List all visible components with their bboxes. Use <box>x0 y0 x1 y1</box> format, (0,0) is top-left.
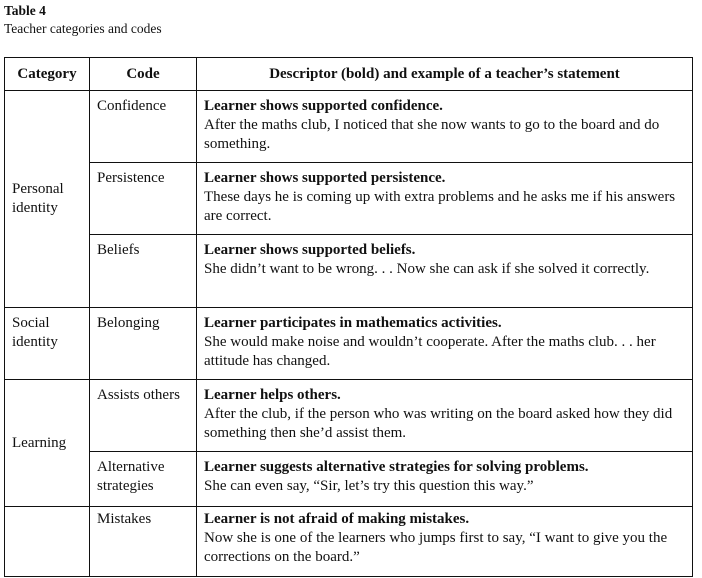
category-cell <box>5 507 90 577</box>
descriptor-cell <box>197 163 693 235</box>
descriptor-cell <box>197 235 693 308</box>
table-row <box>5 235 693 308</box>
table-row <box>5 507 693 577</box>
table-row <box>5 452 693 507</box>
category-cell: Social identity <box>5 308 90 380</box>
table-title: Table 4 <box>4 3 46 18</box>
descriptor-cell <box>197 452 693 507</box>
category-cell: Learning <box>5 380 90 507</box>
example: Now she is one of the learners who jumps first to say, “I want to give you the corrections on the board.” <box>204 530 668 565</box>
table-row <box>5 163 693 235</box>
descriptor: Learner shows supported persistence. <box>204 170 446 186</box>
header-row <box>5 58 693 91</box>
descriptor-cell <box>197 91 693 163</box>
code-cell: Belonging <box>90 308 197 380</box>
code-cell: Assists others <box>90 380 197 452</box>
descriptor: Learner is not afraid of making mistakes. <box>204 511 470 527</box>
code-cell: Alternative strategies <box>90 452 197 507</box>
descriptor-cell <box>197 507 693 577</box>
table-row <box>5 91 693 163</box>
header-descriptor: Descriptor (bold) and example of a teacher’s statement <box>197 58 693 91</box>
header-category: Category <box>5 58 90 91</box>
example: She didn’t want to be wrong. . . Now she can ask if she solved it correctly. <box>204 261 650 277</box>
descriptor: Learner helps others. <box>204 387 341 403</box>
table-row <box>5 308 693 380</box>
code-cell: Persistence <box>90 163 197 235</box>
code-cell: Confidence <box>90 91 197 163</box>
descriptor: Learner participates in mathematics activities. <box>204 315 502 331</box>
category-cell: Personal identity <box>5 91 90 308</box>
descriptor-cell <box>197 380 693 452</box>
descriptor: Learner suggests alternative strategies for solving problems. <box>204 459 589 475</box>
example: After the club, if the person who was writing on the board asked how they did something then she’d assist them. <box>204 406 673 441</box>
teacher-codes-table <box>4 57 693 577</box>
descriptor: Learner shows supported beliefs. <box>204 242 416 258</box>
table-row <box>5 380 693 452</box>
table-subtitle: Teacher categories and codes <box>4 21 162 36</box>
descriptor-cell <box>197 308 693 380</box>
descriptor: Learner shows supported confidence. <box>204 98 443 114</box>
code-cell: Beliefs <box>90 235 197 308</box>
header-code: Code <box>90 58 197 91</box>
code-cell: Mistakes <box>90 507 197 577</box>
example: She can even say, “Sir, let’s try this question this way.” <box>204 478 534 494</box>
example: These days he is coming up with extra problems and he asks me if his answers are correct. <box>204 189 676 224</box>
example: After the maths club, I noticed that she now wants to go to the board and do something. <box>204 117 660 152</box>
example: She would make noise and wouldn’t cooperate. After the maths club. . . her attitude has changed. <box>204 334 656 369</box>
